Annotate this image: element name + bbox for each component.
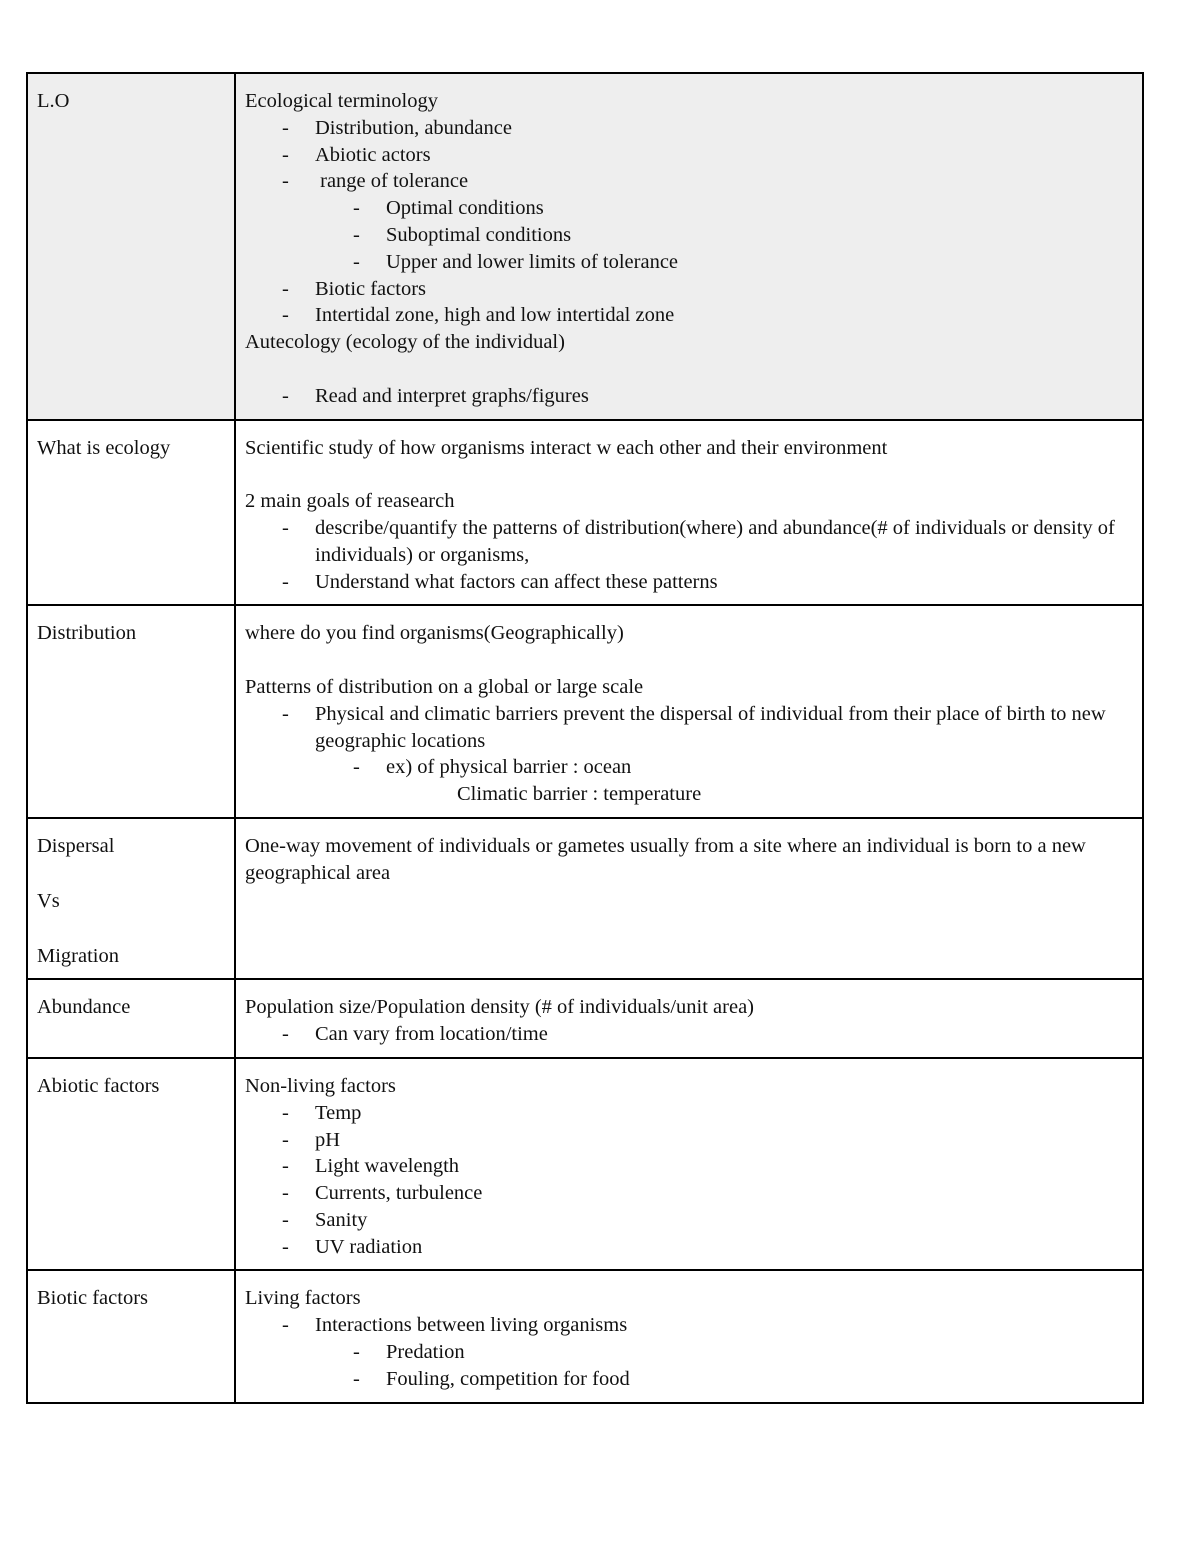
bullet-item — [245, 701, 1133, 755]
term-label: Biotic factors — [37, 1287, 149, 1310]
line-text: Understand what factors can affect these patterns — [315, 570, 718, 593]
content-line — [245, 88, 1133, 115]
table-row-what-is-ecology — [27, 420, 1143, 606]
bullet-item — [245, 1312, 1133, 1339]
bullet-item — [245, 515, 1133, 569]
bullet-dash: - — [282, 384, 289, 407]
notes-table — [26, 72, 1144, 1404]
line-text: describe/quantify the patterns of distribution(where) and abundance(# of individuals or density of individuals) or organisms, — [315, 516, 1120, 566]
bullet-dash: - — [353, 223, 360, 246]
bullet-dash: - — [282, 702, 289, 725]
line-text: Living factors — [245, 1287, 361, 1310]
term-cell — [27, 605, 235, 818]
content-line — [245, 1285, 1133, 1312]
line-text: Patterns of distribution on a global or large scale — [245, 675, 644, 698]
line-text: Can vary from location/time — [315, 1023, 548, 1046]
bullet-dash: - — [282, 1208, 289, 1231]
bullet-item — [245, 781, 1133, 808]
bullet-item — [245, 1153, 1133, 1180]
bullet-item — [245, 1234, 1133, 1261]
term-cell — [27, 73, 235, 420]
bullet-dash: - — [282, 1235, 289, 1258]
line-text: pH — [315, 1128, 341, 1151]
table-row-abiotic-factors — [27, 1058, 1143, 1271]
bullet-dash: - — [353, 250, 360, 273]
line-text: Predation — [386, 1341, 465, 1364]
bullet-item — [245, 1127, 1133, 1154]
bullet-dash: - — [282, 143, 289, 166]
notes-table-body — [27, 73, 1143, 1403]
table-row-dispersal-vs-migration — [27, 818, 1143, 979]
line-text: Sanity — [315, 1208, 368, 1231]
term-label-dispersal: Dispersal — [37, 834, 115, 857]
term-label: Distribution — [37, 622, 137, 645]
line-text: UV radiation — [315, 1235, 423, 1258]
table-row-distribution — [27, 605, 1143, 818]
bullet-item — [245, 222, 1133, 249]
content-line — [245, 329, 1133, 356]
line-text: Suboptimal conditions — [386, 223, 572, 246]
bullet-dash: - — [282, 1314, 289, 1337]
bullet-dash: - — [353, 756, 360, 779]
bullet-dash: - — [282, 570, 289, 593]
content-line — [245, 833, 1133, 887]
content-cell — [235, 73, 1143, 420]
bullet-item — [245, 168, 1133, 195]
bullet-dash: - — [282, 1155, 289, 1178]
term-cell — [27, 420, 235, 606]
term-cell — [27, 979, 235, 1058]
content-line — [245, 620, 1133, 647]
bullet-item — [245, 1339, 1133, 1366]
bullet-item — [245, 276, 1133, 303]
line-text: Upper and lower limits of tolerance — [386, 250, 679, 273]
term-label: Abundance — [37, 996, 131, 1019]
bullet-dash: - — [353, 197, 360, 220]
line-text: One-way movement of individuals or gametes usually from a site where an individual is born to a new geographical area — [245, 834, 1091, 884]
bullet-item — [245, 115, 1133, 142]
line-text: range of tolerance — [315, 170, 469, 193]
line-text: Temp — [315, 1101, 362, 1124]
line-text: Scientific study of how organisms interact w each other and their environment — [245, 436, 888, 459]
bullet-dash: - — [353, 1367, 360, 1390]
line-text: Intertidal zone, high and low intertidal zone — [315, 304, 675, 327]
content-cell — [235, 979, 1143, 1058]
blank-line — [245, 647, 1133, 674]
term-cell — [27, 818, 235, 979]
bullet-item — [245, 1207, 1133, 1234]
bullet-dash: - — [282, 516, 289, 539]
content-cell — [235, 420, 1143, 606]
table-row-abundance — [27, 979, 1143, 1058]
term-label: L.O — [37, 90, 70, 112]
line-text: Interactions between living organisms — [315, 1314, 628, 1337]
bullet-dash: - — [282, 170, 289, 193]
term-cell — [27, 1270, 235, 1402]
content-line — [245, 435, 1133, 462]
line-text: Climatic barrier : temperature — [457, 783, 702, 806]
line-text: Ecological terminology — [245, 90, 438, 112]
term-gap — [37, 860, 225, 888]
content-line — [245, 1073, 1133, 1100]
term-label: What is ecology — [37, 436, 171, 459]
bullet-dash: - — [282, 277, 289, 300]
content-cell — [235, 605, 1143, 818]
bullet-item — [245, 302, 1133, 329]
bullet-dash: - — [282, 1101, 289, 1124]
content-cell — [235, 1270, 1143, 1402]
bullet-dash: - — [282, 116, 289, 139]
term-label-vs: Vs — [37, 889, 60, 912]
bullet-dash: - — [282, 304, 289, 327]
term-label: Abiotic factors — [37, 1074, 160, 1097]
blank-line — [245, 461, 1133, 488]
bullet-item — [245, 569, 1133, 596]
bullet-item — [245, 1021, 1133, 1048]
bullet-item — [245, 383, 1133, 410]
line-text: ex) of physical barrier : ocean — [386, 756, 632, 779]
table-row-biotic-factors — [27, 1270, 1143, 1402]
content-line — [245, 994, 1133, 1021]
blank-line — [245, 356, 1133, 383]
bullet-item — [245, 142, 1133, 169]
bullet-item — [245, 1366, 1133, 1393]
line-text: Read and interpret graphs/figures — [315, 384, 589, 407]
content-cell — [235, 818, 1143, 979]
bullet-dash: - — [282, 1182, 289, 1205]
content-line — [245, 488, 1133, 515]
term-cell — [27, 1058, 235, 1271]
line-text: Physical and climatic barriers prevent the dispersal of individual from their place of birth to new geographic locations — [315, 702, 1111, 752]
bullet-item — [245, 754, 1133, 781]
bullet-item — [245, 1100, 1133, 1127]
bullet-dash: - — [282, 1023, 289, 1046]
line-text: Autecology (ecology of the individual) — [245, 331, 565, 354]
content-line — [245, 674, 1133, 701]
bullet-item — [245, 195, 1133, 222]
term-gap — [37, 915, 225, 943]
bullet-dash: - — [282, 1128, 289, 1151]
term-label-migration: Migration — [37, 944, 119, 967]
line-text: Optimal conditions — [386, 197, 544, 220]
line-text: Currents, turbulence — [315, 1182, 483, 1205]
line-text: Non-living factors — [245, 1074, 396, 1097]
line-text: Population size/Population density (# of individuals/unit area) — [245, 996, 755, 1019]
line-text: Abiotic actors — [315, 143, 431, 166]
bullet-dash: - — [353, 1341, 360, 1364]
table-row-learning-objectives — [27, 73, 1143, 420]
line-text: 2 main goals of reasearch — [245, 490, 455, 513]
bullet-item — [245, 249, 1133, 276]
line-text: Biotic factors — [315, 277, 427, 300]
content-cell — [235, 1058, 1143, 1271]
line-text: Light wavelength — [315, 1155, 460, 1178]
line-text: Distribution, abundance — [315, 116, 512, 139]
bullet-item — [245, 1180, 1133, 1207]
line-text: Fouling, competition for food — [386, 1367, 630, 1390]
line-text: where do you find organisms(Geographically) — [245, 622, 624, 645]
